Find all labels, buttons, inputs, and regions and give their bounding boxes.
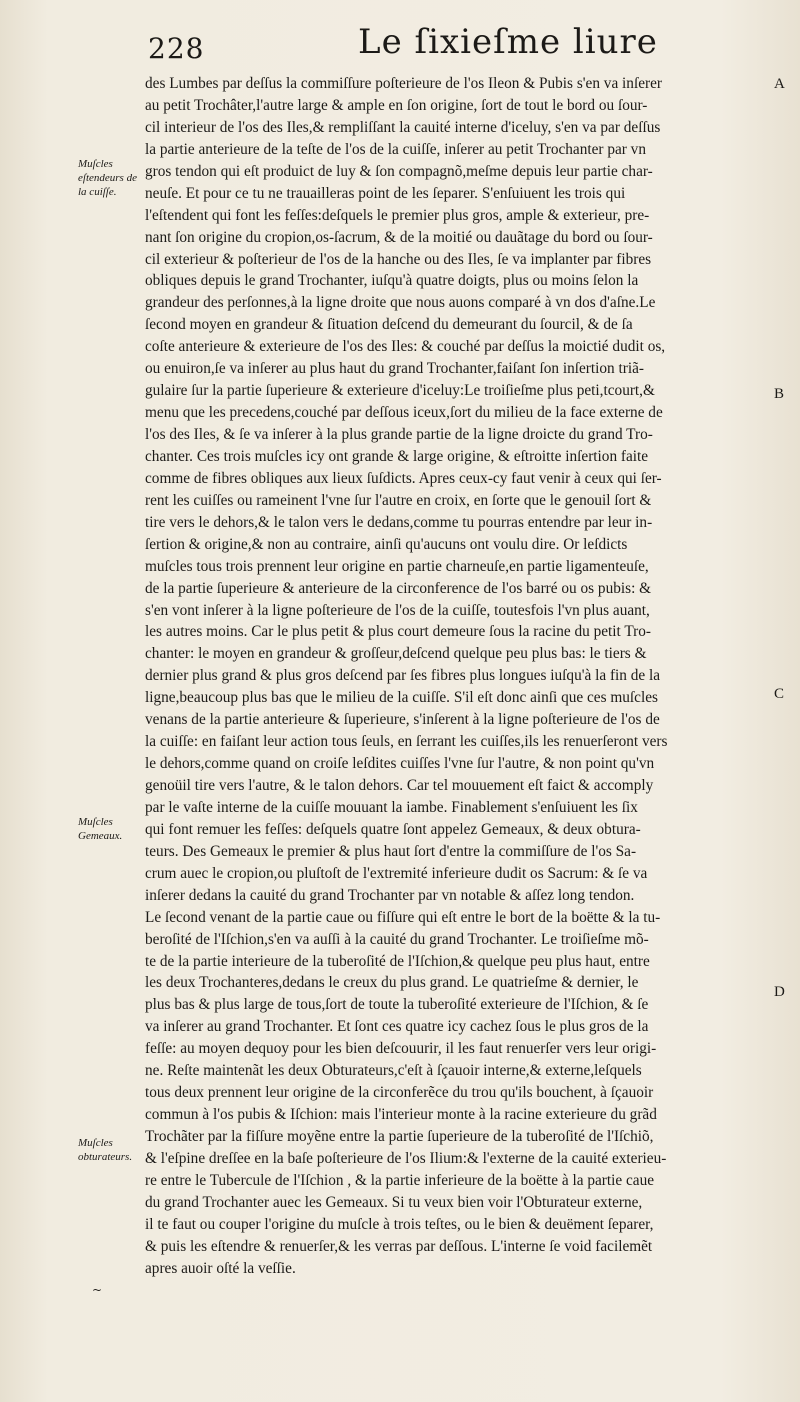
text-line: beroſité de l'Iſchion,s'en va auſſi à la cauité du grand Trochanter. Le troiſieſme mõ- (145, 930, 649, 948)
running-title: Le ſixieſme liure (358, 22, 658, 62)
text-line: neuſe. Et pour ce tu ne trauailleras point de les ſeparer. S'enſuiuent les trois qui (145, 184, 626, 202)
text-line: chanter. Ces trois muſcles icy ont grande & large origine, & eſtroitte inſertion faite (145, 447, 649, 465)
margin-letter-d: D (774, 984, 785, 1000)
margin-letter-b: B (774, 386, 785, 402)
text-line: nant ſon origine du cropion,os-ſacrum, & de la moitié ou dauãtage du bord ou ſour- (145, 228, 653, 246)
text-line: chanter: le moyen en grandeur & groſſeur,deſcend quelque peu plus bas: le tiers & (145, 645, 647, 663)
text-line: s'en vont inſerer à la ligne poſterieure de l'os de la cuiſſe, toutesfois l'vn plus auant, (145, 601, 650, 619)
text-line: les autres moins. Car le plus petit & plus court demeure ſous la racine du petit Tro- (145, 623, 651, 641)
text-line: inſerer dedans la cauité du grand Trochanter par vn notable & aſſez long tendon. (145, 886, 635, 904)
text-line: commun à l'os pubis & Iſchion: mais l'interieur monte à la racine exterieure du grãd (145, 1106, 657, 1124)
text-line: ou enuiron,ſe va inſerer au plus haut du grand Trochanter,faiſant ſon inſertion triã- (145, 360, 644, 378)
text-line: & l'eſpine dreſſee en la baſe poſterieure de l'os Ilium:& l'externe de la cauité exterieu- (145, 1149, 667, 1167)
text-line: ſertion & origine,& non au contraire, ainſi qu'aucuns ont voulu dire. Or leſdicts (145, 535, 628, 553)
text-line: par le vaſte interne de la cuiſſe mouuant la iambe. Finablement s'enſuiuent les ſix (145, 798, 638, 816)
margin-letter-a: A (774, 76, 785, 92)
text-line: tous deux prennent leur origine de la circonferẽce du trou qu'ils bouchent, à ſçauoir (145, 1084, 654, 1102)
text-line: comme de fibres obliques aux lieux ſuſdicts. Apres ceux-cy faut venir à ceux qui ſer- (145, 469, 662, 487)
text-line: dernier plus grand & plus gros deſcend par ſes fibres plus longues iuſqu'à la fin de la (145, 667, 661, 685)
page-number: 228 (148, 32, 205, 65)
text-line: gros tendon qui eſt produict de luy & ſon compagnõ,meſme depuis leur partie char- (145, 162, 653, 180)
text-line: ſecond moyen en grandeur & ſituation deſcend du demeurant du ſourcil, & de ſa (145, 316, 633, 334)
margin-note-gemeaux: Muſcles Gemeaux. (78, 816, 123, 842)
text-line: gulaire ſur la partie ſuperieure & exterieure d'iceluy:Le troiſieſme plus peti,tcourt,& (145, 382, 655, 400)
page-header (140, 22, 760, 66)
text-line: l'os des Iles, & ſe va inſerer à la plus grande partie de la ligne droicte du grand Tro- (145, 426, 653, 443)
text-line: genoüil tire vers l'autre, & le talon dehors. Car tel mouuement eſt faict & accomply (145, 777, 654, 794)
text-line: Le ſecond venant de la partie caue ou fiſſure qui eſt entre le bort de la boëtte & la tu- (145, 908, 661, 926)
text-line: cil interieur de l'os des Iles,& rempliſſant la cauité interne d'iceluy, s'en va par deſſus (145, 118, 661, 136)
text-line: feſſe: au moyen dequoy pour les bien deſcouurir, il les faut renuerſer vers leur origi- (145, 1040, 657, 1058)
text-line: les deux Trochanteres,dedans le creux du plus grand. Le quatrieſme & dernier, le (145, 974, 639, 992)
text-line: le dehors,comme quand on croiſe leſdites cuiſſes l'vne ſur l'autre, & non point qu'vn (145, 755, 655, 773)
text-line: coſte anterieure & exterieure de l'os des Iles: & couché par deſſus la moictié dudit os, (145, 338, 666, 356)
text-line: cil exterieur & poſterieur de l'os de la hanche ou des Iles, ſe va implanter par fibres (145, 250, 652, 268)
text-line: ne. Reſte maintenãt les deux Obturateurs,c'eſt à ſçauoir interne,& externe,leſquels (145, 1062, 642, 1080)
text-line: apres auoir oſté la veſſie. (145, 1259, 296, 1277)
text-line: va inſerer au grand Trochanter. Et ſont ces quatre icy cachez ſous le plus gros de la (145, 1018, 649, 1036)
margin-note-obturateurs: Muſcles obturateurs. (78, 1137, 133, 1163)
text-line: du grand Trochanter auec les Gemeaux. Si tu veux bien voir l'Obturateur externe, (145, 1193, 643, 1211)
text-line: ligne,beaucoup plus bas que le milieu de la cuiſſe. S'il eſt donc ainſi que ces muſcles (145, 689, 658, 707)
text-line: venans de la partie anterieure & ſuperieure, s'inſerent à la ligne poſterieure de l'os de (145, 711, 660, 729)
text-line: la cuiſſe: en faiſant leur action tous ſeuls, en ſerrant les cuiſſes,ils les renuerſeront vers (145, 733, 668, 751)
text-line: au petit Trochâter,l'autre large & ample en ſon origine, ſort de tout le bord ou ſour- (145, 96, 648, 114)
text-line: la partie anterieure de la teſte de l'os de la cuiſſe, inſerer au petit Trochanter par vn (145, 140, 646, 158)
text-line: de la partie ſuperieure & anterieure de la circonference de l'os barré ou os pubis: & (145, 579, 652, 597)
text-line: obliques depuis le grand Trochanter, iuſqu'à quatre doigts, plus ou moins ſelon la (145, 272, 639, 290)
text-line: re entre le Tubercule de l'Iſchion , & la partie inferieure de la boëtte à la partie caue (145, 1171, 655, 1189)
body-text (145, 73, 765, 1280)
margin-letter-c: C (774, 686, 785, 702)
text-line: il te faut ou couper l'origine du muſcle à trois teſtes, ou le bien & deuëment ſeparer, (145, 1215, 654, 1233)
text-line: Trochãter par la fiſſure moyẽne entre la partie ſuperieure de la tuberoſité de l'Iſchiõ, (145, 1128, 654, 1145)
margin-note-extensors: Muſcles eſtendeurs de la cuiſſe. (78, 158, 137, 198)
text-line: des Lumbes par deſſus la commiſſure poſterieure de l'os Ileon & Pubis s'en va inſerer (145, 75, 662, 92)
text-line: rent les cuiſſes ou rameinent l'vne ſur l'autre en croix, en ſorte que le genouil ſort & (145, 491, 652, 509)
text-line: & puis les eſtendre & renuerſer,& les verras par deſſous. L'interne ſe void facilemẽt (145, 1237, 653, 1255)
text-line: menu que les precedens,couché par deſſous iceux,ſort du milieu de la face externe de (145, 404, 663, 422)
text-line: plus bas & plus large de tous,ſort de toute la tuberoſité exterieure de l'Iſchion, & ſe (145, 996, 649, 1014)
ornament-flourish: ~ (92, 1283, 103, 1297)
text-line: grandeur des perſonnes,à la ligne droite que nous auons comparé à vn dos d'aſne.Le (145, 294, 656, 312)
text-line: teurs. Des Gemeaux le premier & plus haut ſort d'entre la commiſſure de l'os Sa- (145, 842, 637, 860)
text-line: tire vers le dehors,& le talon vers le dedans,comme tu pourras entendre par leur in- (145, 513, 653, 531)
text-line: muſcles tous trois prennent leur origine en partie charneuſe,en partie ligamenteuſe, (145, 557, 649, 575)
text-line: qui font remuer les feſſes: deſquels quatre ſont appelez Gemeaux, & deux obtura- (145, 820, 641, 838)
text-line: l'eſtendent qui font les feſſes:deſquels le premier plus gros, ample & exterieur, pre- (145, 206, 650, 224)
text-line: crum auec le cropion,ou pluſtoſt de l'extremité inferieure dudit os Sacrum: & ſe va (145, 864, 648, 882)
text-line: te de la partie interieure de la tuberoſité de l'Iſchion,& quelque peu plus haut, entre (145, 952, 650, 970)
